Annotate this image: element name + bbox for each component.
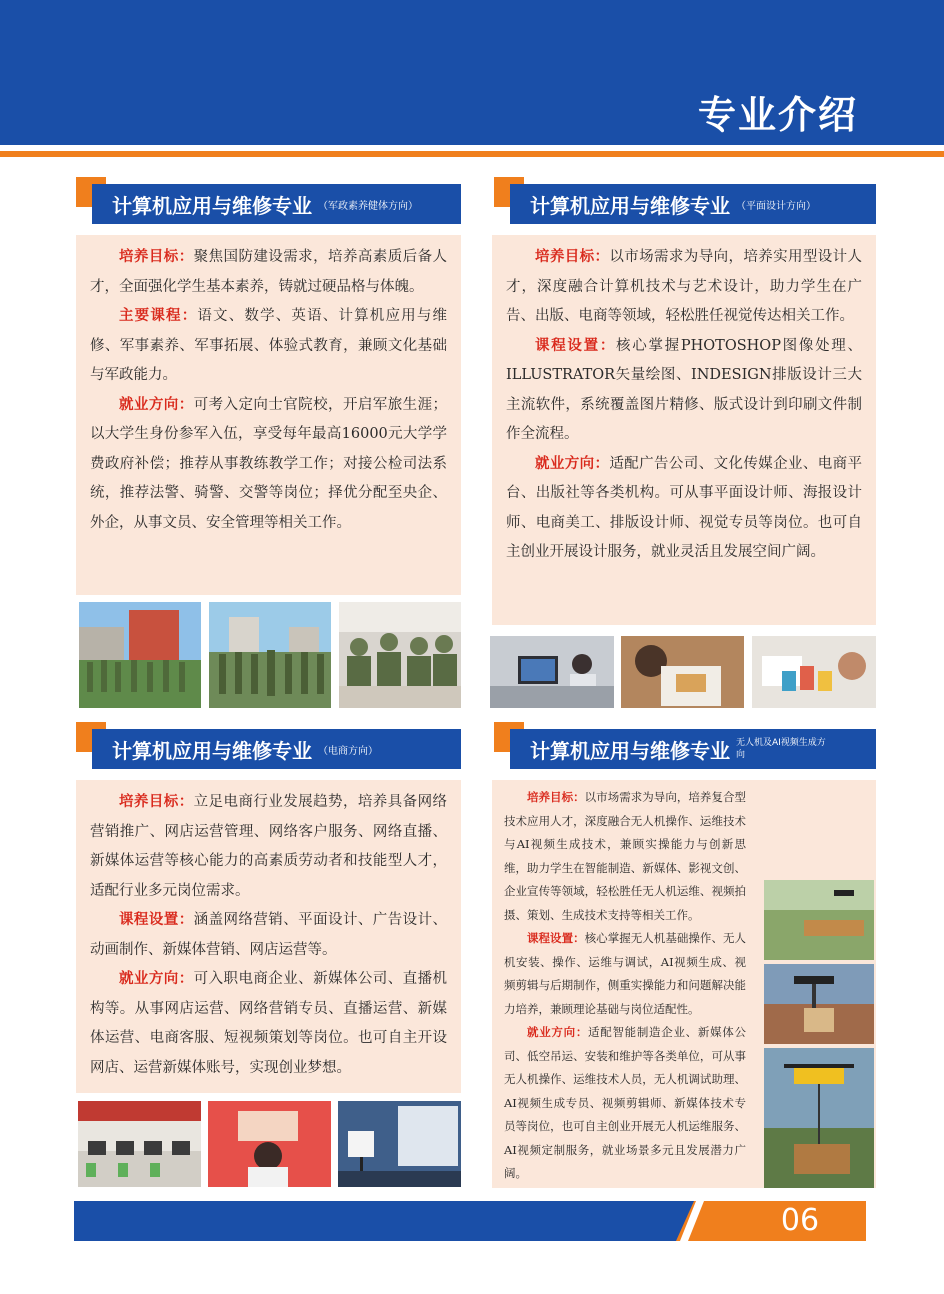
job-text: 可入职电商企业、新媒体公司、直播机构等。从事网店运营、网络营销专员、直播运营、新媒体运营、电商客服、短视频策划等岗位。也可自主开设网店、运营新媒体账号，实现创业梦想。 (90, 971, 448, 1076)
course-label: 主要课程： (119, 308, 198, 324)
goal-label: 培养目标： (119, 794, 194, 810)
section-subtitle: （军政素养健体方向） (318, 200, 418, 212)
job-label: 就业方向： (535, 455, 610, 472)
course-label: 课程设置： (535, 337, 617, 354)
ecommerce-livestream-photo (208, 1101, 331, 1187)
goal-paragraph (506, 243, 862, 332)
job-paragraph (90, 965, 447, 1083)
goal-label: 培养目标： (535, 249, 610, 265)
goal-text: 以市场需求为导向，培养复合型技术应用人才，深度融合无人机操作、运维技术与AI视频生成技术，兼顾实操能力与创新思维，助力学生在智能制造、新媒体、影视文创、企业宣传等领域，轻松胜任无人机运维、视频拍摄、策划、生成技术支持等相关工作。 (504, 790, 747, 922)
goal-paragraph (90, 243, 447, 302)
section-title: 计算机应用与维修专业 (112, 738, 312, 763)
course-text: 语文、数学、英语、计算机应用与维修、军事素养、军事拓展、体验式教育，兼顾文化基础与军政能力。 (90, 308, 447, 383)
course-text: 涵盖网络营销、平面设计、广告设计、动画制作、新媒体营销、网店运营等。 (90, 912, 448, 958)
section-header-graphic-design (494, 177, 876, 217)
goal-label: 培养目标： (527, 790, 585, 804)
job-label: 就业方向： (527, 1025, 589, 1039)
ecommerce-office-photo (78, 1101, 201, 1187)
goal-paragraph (90, 788, 447, 906)
job-text: 适配广告公司、文化传媒企业、电商平台、出版社等各类机构。可从事平面设计师、海报设计师、电商美工、排版设计师、视觉专员等岗位。也可自主创业开展设计服务，就业灵活且发展空间广阔。 (506, 455, 862, 560)
course-label: 课程设置： (119, 912, 194, 928)
page-number: 06 (780, 1203, 820, 1238)
section-subtitle: （电商方向） (318, 745, 378, 757)
header-divider (0, 151, 944, 157)
section-subtitle: （平面设计方向） (736, 200, 816, 212)
military-march-photo (209, 602, 331, 708)
section-header-military (76, 177, 461, 217)
course-text: 核心掌握无人机基础操作、无人机安装、操作、运维与调试，AI视频生成、视频剪辑与后期制作，侧重实操能力和问题解决能力培养，兼顾理论基础与岗位适配性。 (504, 931, 747, 1016)
military-training-photo (79, 602, 201, 708)
job-text: 适配智能制造企业、新媒体公司、低空吊运、安装和维护等各类单位，可从事无人机操作、运维技术人员，无人机调试助理、AI视频生成专员、视频剪辑师、新媒体技术专员等岗位，也可自主创业开展无人机运维服务、AI视频定制服务，就业场景多元且发展潜力广阔。 (504, 1025, 747, 1180)
section-content-ecommerce (76, 780, 461, 1093)
ecommerce-studio-photo (338, 1101, 461, 1187)
goal-text: 聚焦国防建设需求，培养高素质后备人才，全面强化学生基本素养，铸就过硬品格与体魄。 (90, 249, 448, 295)
drone-port-photo (764, 964, 874, 1044)
drone-logs-photo (764, 880, 874, 960)
job-text: 可考入定向士官院校，开启军旅生涯；以大学生身份参军入伍，享受每年最高16000元大学学费政府补偿；推荐从事教练教学工作；对接公检司法系统，推荐法警、骑警、交警等岗位；择优分配至央企、外企，从事文员、安全管理等相关工作。 (90, 396, 448, 531)
job-label: 就业方向： (119, 396, 194, 413)
page-title: 专业介绍 (697, 93, 858, 137)
goal-label: 培养目标： (119, 249, 194, 265)
course-paragraph (90, 906, 447, 965)
design-color-swatch-photo (752, 636, 876, 708)
section-content-graphic-design (492, 235, 876, 625)
goal-text: 立足电商行业发展趋势，培养具备网络营销推广、网店运营管理、网络客户服务、网络直播、新媒体运营等核心能力的高素质劳动者和技能型人才，适配行业多元岗位需求。 (90, 794, 448, 899)
course-text: 核心掌握PHOTOSHOP图像处理、ILLUSTRATOR矢量绘图、INDESIGN排版设计三大主流软件，系统覆盖图片精修、版式设计到印刷文件制作全流程。 (506, 337, 862, 442)
section-content-military (76, 235, 461, 595)
course-label: 课程设置： (527, 931, 585, 945)
drone-lifting-photo (764, 1048, 874, 1188)
section-subtitle: 无人机及AI视频生成方向 (736, 738, 826, 760)
section-title: 计算机应用与维修专业 (530, 738, 730, 763)
section-title: 计算机应用与维修专业 (530, 193, 730, 218)
footer-bar (74, 1201, 694, 1241)
course-paragraph (90, 302, 447, 391)
course-paragraph (506, 332, 862, 450)
job-paragraph (90, 391, 447, 539)
design-computer-lab-photo (490, 636, 614, 708)
section-header-drone-ai (494, 722, 876, 762)
design-drawing-photo (621, 636, 744, 708)
section-title: 计算机应用与维修专业 (112, 193, 312, 218)
job-label: 就业方向： (119, 971, 194, 987)
job-paragraph (506, 450, 862, 568)
section-header-ecommerce (76, 722, 461, 762)
military-classroom-photo (339, 602, 461, 708)
goal-text: 以市场需求为导向，培养实用型设计人才，深度融合计算机技术与艺术设计，助力学生在广告、出版、电商等领域，轻松胜任视觉传达相关工作。 (506, 249, 862, 324)
